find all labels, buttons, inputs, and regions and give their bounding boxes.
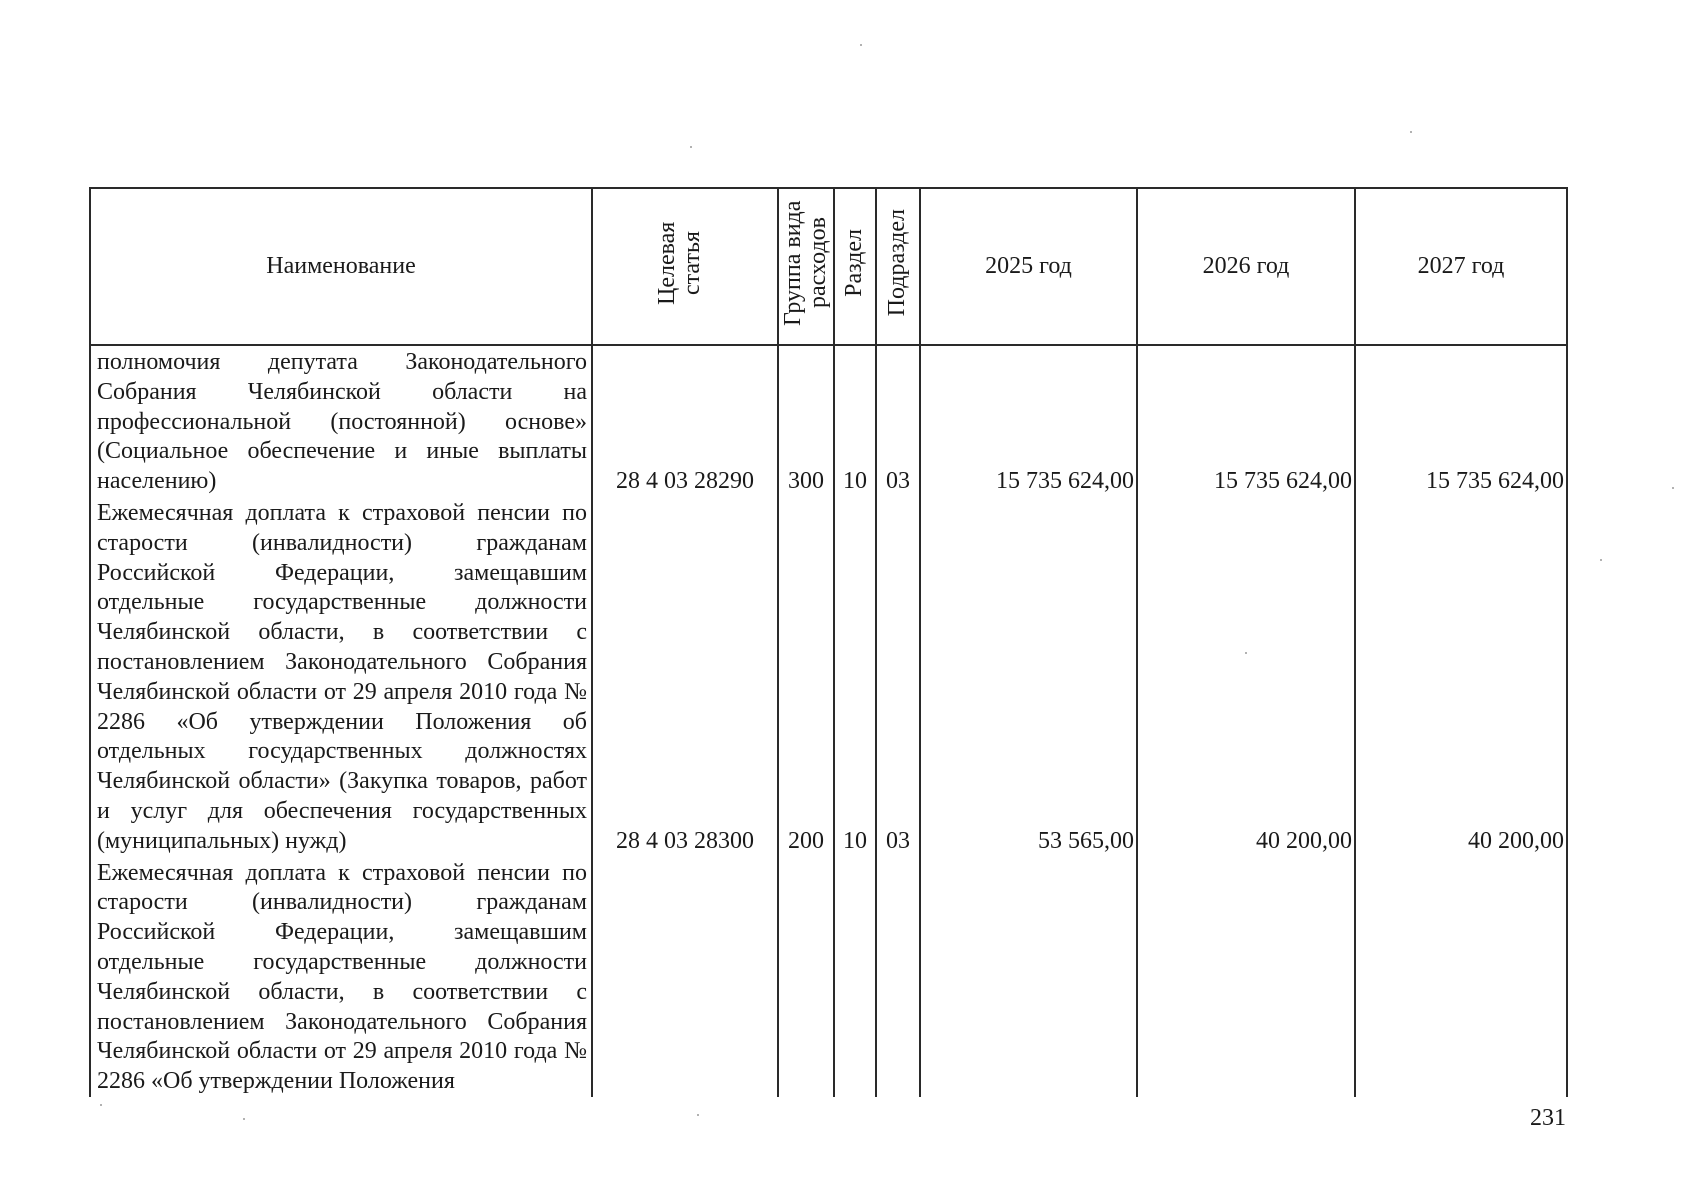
row-subsection: 03 bbox=[876, 345, 920, 497]
header-year-2027 bbox=[1355, 188, 1567, 345]
row-target-article bbox=[592, 857, 778, 1097]
row-name: полномочия депутата Законодательного Собрания Челябинской области на профессиональной (постоянной) основе» (Социальное обеспечение и иные выплаты населению) bbox=[90, 345, 592, 497]
row-target-article: 28 4 03 28300 bbox=[592, 497, 778, 857]
header-section-label: Раздел bbox=[841, 229, 868, 297]
header-name bbox=[90, 188, 592, 345]
row-amount-2025 bbox=[920, 857, 1137, 1097]
header-year-2026 bbox=[1137, 188, 1355, 345]
header-expense-group bbox=[778, 188, 834, 345]
row-amount-2027 bbox=[1355, 857, 1567, 1097]
row-expense-group bbox=[778, 857, 834, 1097]
row-amount-2027: 15 735 624,00 bbox=[1355, 345, 1567, 497]
header-year-2026-label: 2026 год bbox=[1202, 253, 1290, 279]
row-name: Ежемесячная доплата к страховой пенсии по старости (инвалидности) гражданам Российской Федерации, замещавшим отдельные государственные должности Челябинской области, в соответствии с постановлением Законодательного Собрания Челябинской области от 29 апреля 2010 года № 2286 «Об утверждении Положения об отдельных государственных должностях Челябинской области» (Закупка товаров, работ и услуг для обеспечения государственных (муниципальных) нужд) bbox=[90, 497, 592, 857]
header-subsection-label: Подраздел bbox=[884, 209, 911, 317]
row-amount-2026: 40 200,00 bbox=[1137, 497, 1355, 857]
row-section bbox=[834, 857, 876, 1097]
header-name-label: Наименование bbox=[266, 253, 416, 279]
budget-table bbox=[89, 187, 1568, 1097]
row-expense-group: 300 bbox=[778, 345, 834, 497]
row-expense-group: 200 bbox=[778, 497, 834, 857]
header-target-article bbox=[592, 188, 778, 345]
table-row bbox=[90, 497, 1567, 857]
table-row bbox=[90, 345, 1567, 497]
header-year-2027-label: 2027 год bbox=[1417, 253, 1505, 279]
row-target-article: 28 4 03 28290 bbox=[592, 345, 778, 497]
row-amount-2025: 15 735 624,00 bbox=[920, 345, 1137, 497]
header-subsection bbox=[876, 188, 920, 345]
header-target-article-label: Целевая статья bbox=[654, 221, 706, 305]
row-section: 10 bbox=[834, 345, 876, 497]
row-subsection: 03 bbox=[876, 497, 920, 857]
header-section bbox=[834, 188, 876, 345]
header-year-2025-label: 2025 год bbox=[985, 253, 1072, 279]
header-expense-group-label: Группа вида расходов bbox=[779, 200, 831, 326]
row-amount-2027: 40 200,00 bbox=[1355, 497, 1567, 857]
header-row bbox=[90, 188, 1567, 345]
page-number: 231 bbox=[1530, 1105, 1566, 1131]
row-subsection bbox=[876, 857, 920, 1097]
row-amount-2026: 15 735 624,00 bbox=[1137, 345, 1355, 497]
row-name: Ежемесячная доплата к страховой пенсии по старости (инвалидности) гражданам Российской Федерации, замещавшим отдельные государственные должности Челябинской области, в соответствии с постановлением Законодательного Собрания Челябинской области от 29 апреля 2010 года № 2286 «Об утверждении Положения bbox=[90, 857, 592, 1097]
row-section: 10 bbox=[834, 497, 876, 857]
table-row bbox=[90, 857, 1567, 1097]
header-year-2025 bbox=[920, 188, 1137, 345]
row-amount-2026 bbox=[1137, 857, 1355, 1097]
row-amount-2025: 53 565,00 bbox=[920, 497, 1137, 857]
